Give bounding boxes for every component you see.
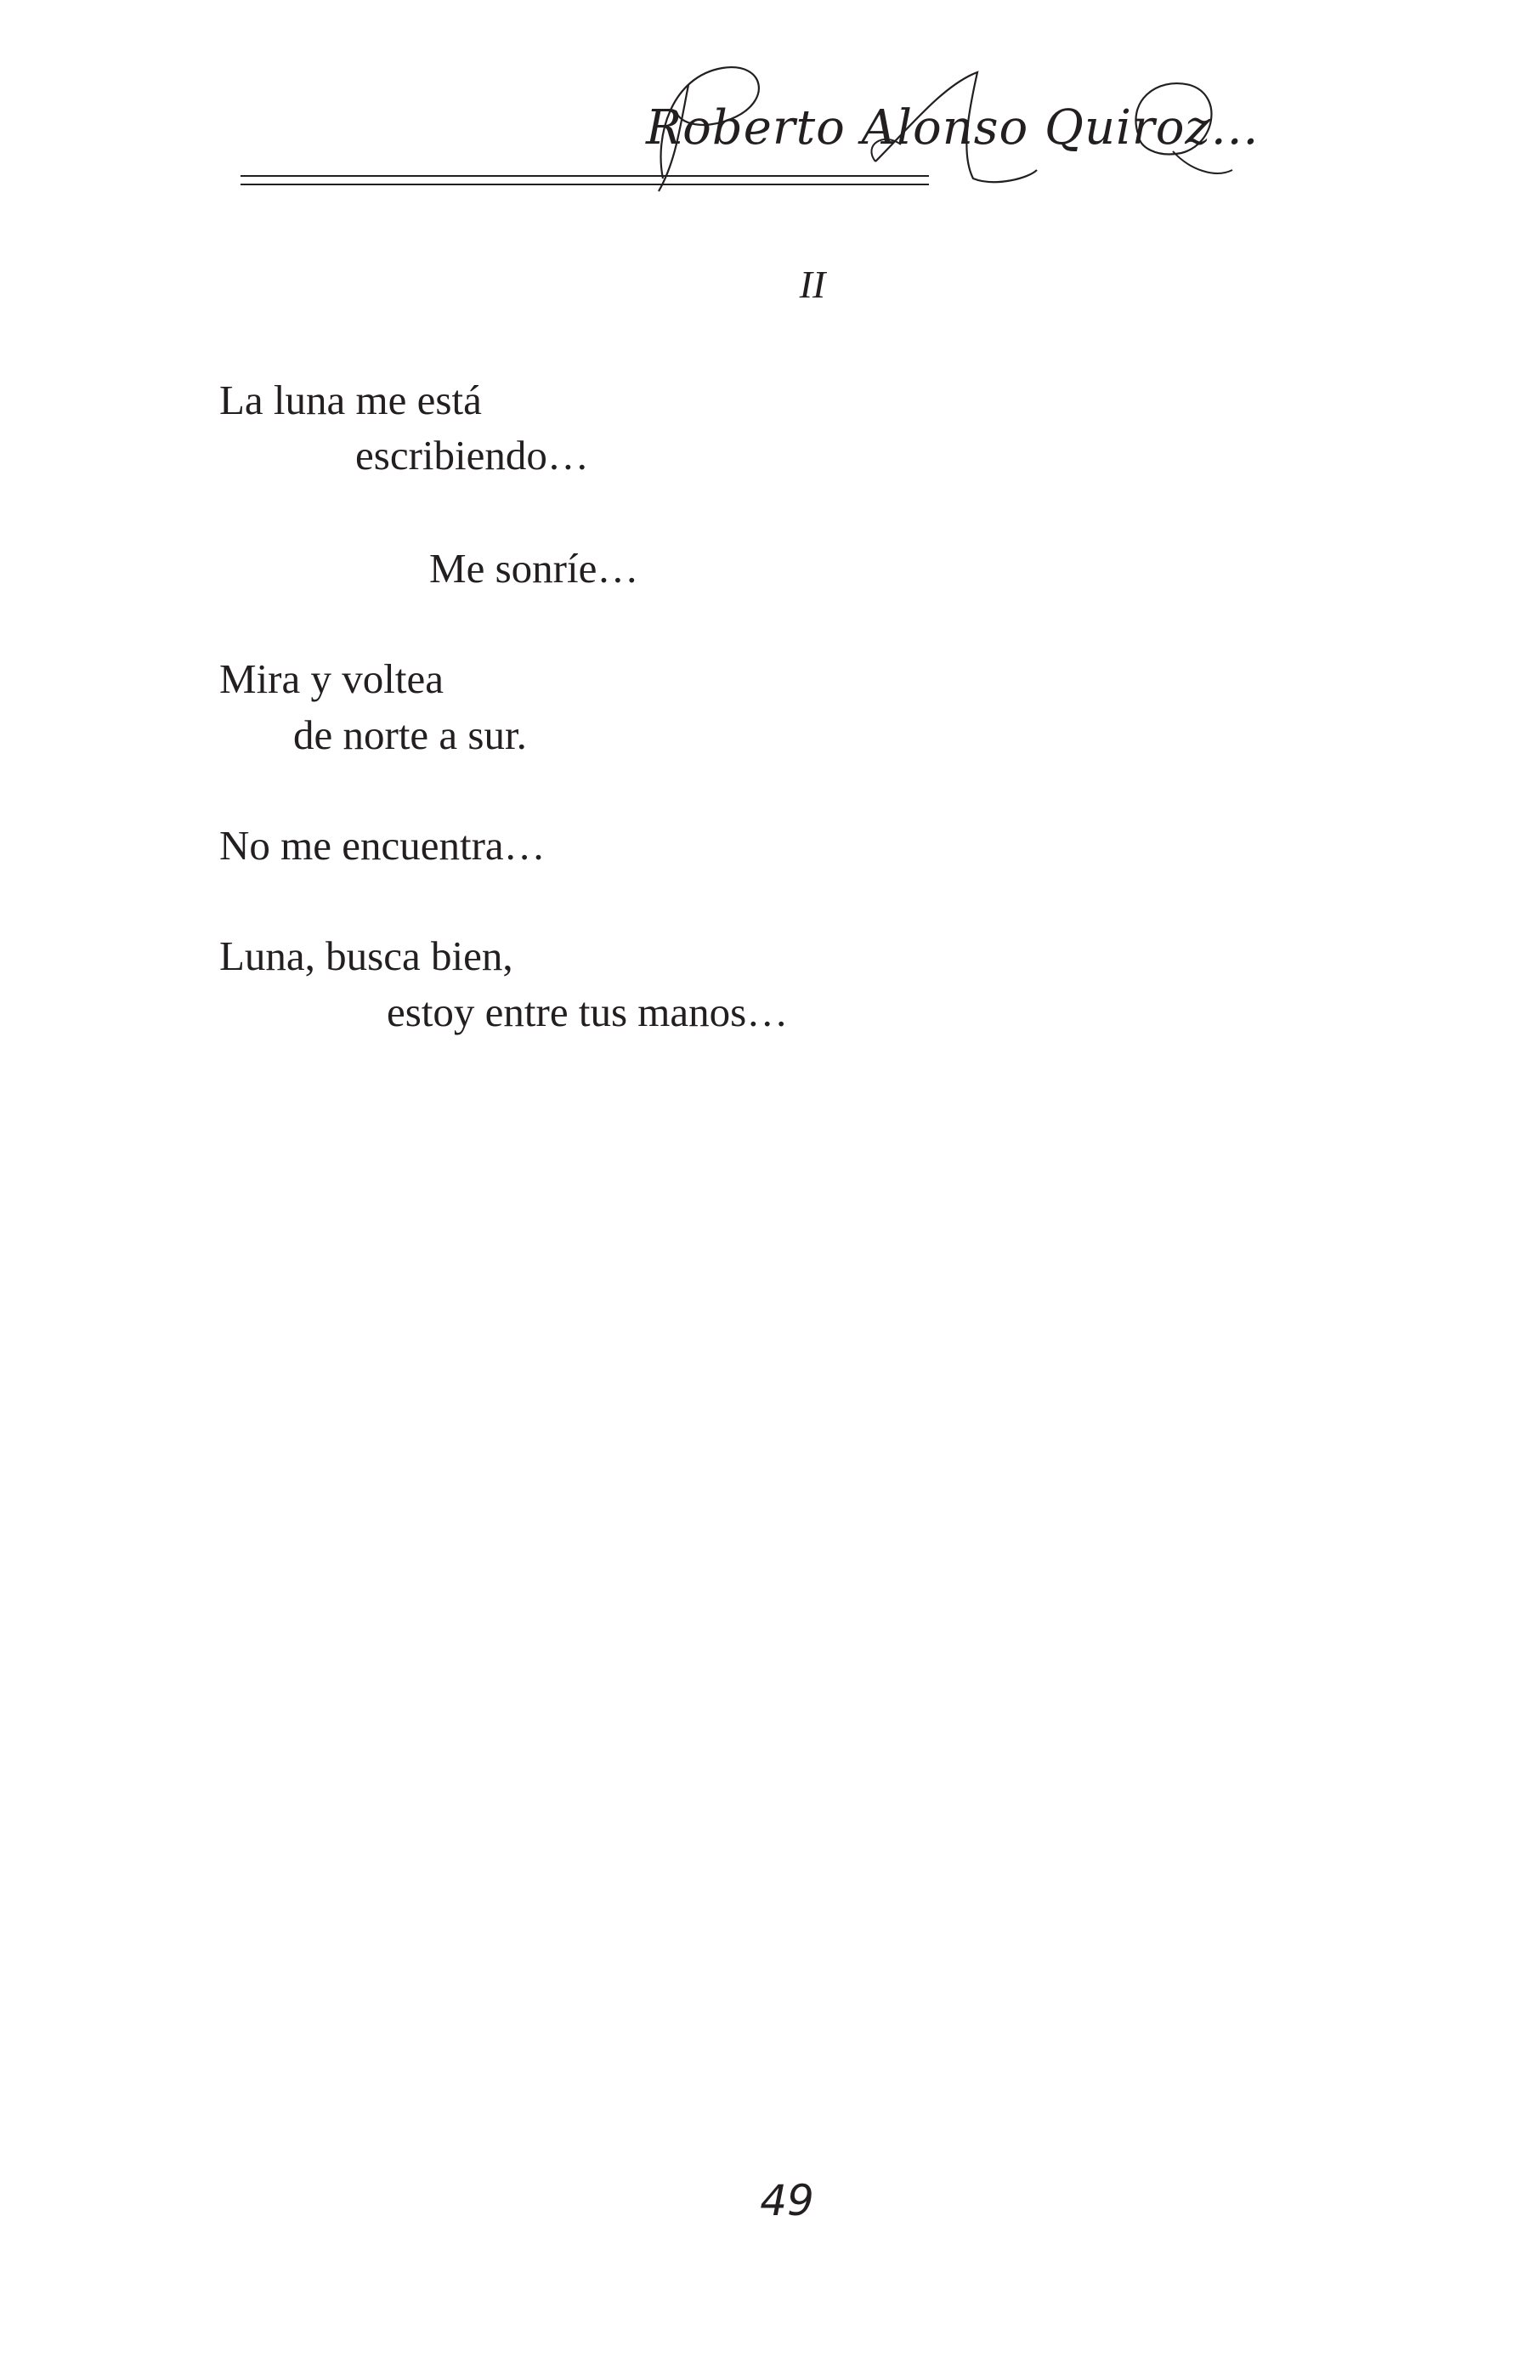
poem-line: estoy entre tus manos… <box>387 989 789 1035</box>
poem-line: escribiendo… <box>355 432 589 479</box>
poem-line: Me sonríe… <box>429 545 639 592</box>
header-rule-lower <box>241 184 929 185</box>
page-number: 49 <box>760 2176 814 2225</box>
running-header <box>0 0 1540 204</box>
section-number: II <box>799 263 826 306</box>
poem-line: La luna me está <box>219 377 482 423</box>
poem-line: de norte a sur. <box>293 711 527 758</box>
running-header-author: Roberto Alonso Quiroz... <box>646 100 1260 156</box>
header-rule-upper <box>241 175 929 177</box>
poem-line: No me encuentra… <box>219 822 546 869</box>
poem-line: Luna, busca bien, <box>219 932 513 979</box>
poem-line: Mira y voltea <box>219 655 444 702</box>
